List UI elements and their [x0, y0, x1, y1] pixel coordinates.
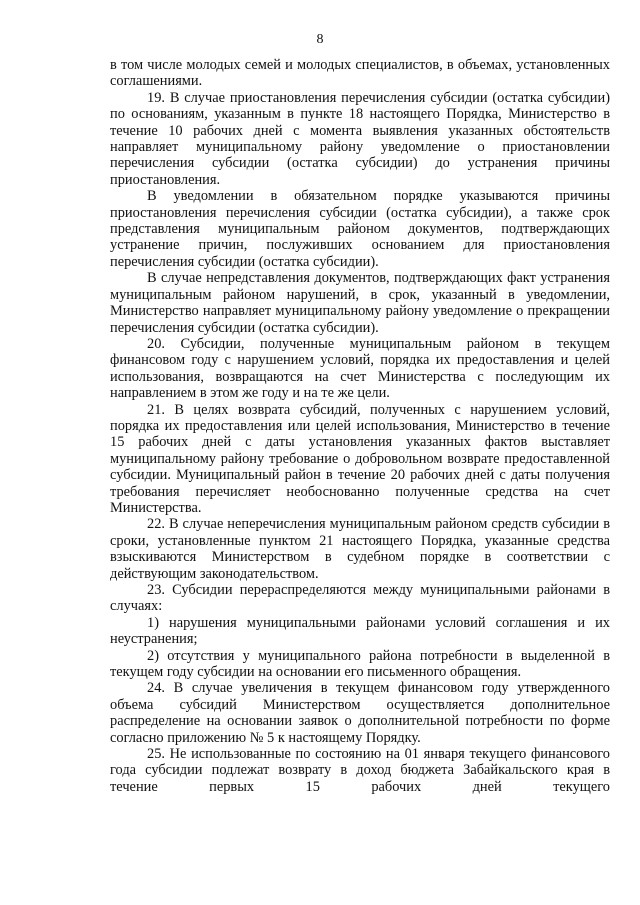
paragraph-23: 23. Субсидии перераспределяются между муниципальными районами в случаях: [110, 582, 610, 615]
page-number: 8 [316, 32, 324, 47]
paragraph-21: 21. В целях возврата субсидий, полученных с нарушением условий, порядка их предоставления или целей использования, Министерство в течение 15 рабочих дней с даты установления указанных фактов выставляет муниципальному району требование о добровольном возврате предоставленной субсидии. Муниципальный район в течение 20 рабочих дней с даты получения требования перечисляет необоснованно полученные средства на счет Министерства. [110, 401, 610, 516]
paragraph-25: 25. Не использованные по состоянию на 01 января текущего финансового года субсидии подлежат возврату в доход бюджета Забайкальского края в течение первых 15 рабочих дней текущего [110, 746, 610, 795]
document-body [110, 57, 610, 795]
paragraph-24: 24. В случае увеличения в текущем финансовом году утвержденного объема субсидий Министерством осуществляется дополнительное распределение на основании заявок о дополнительной потребности по форме согласно приложению № 5 к настоящему Порядку. [110, 680, 610, 746]
paragraph-20: 20. Субсидии, полученные муниципальным районом в текущем финансовом году с нарушением условий, порядка их предоставления и целей использования, возвращаются на счет Министерства с последующим их направлением в этом же году и на те же цели. [110, 335, 610, 402]
paragraph-22: 22. В случае неперечисления муниципальным районом средств субсидии в сроки, установленные пунктом 21 настоящего Порядка, указанные средства взыскиваются Министерством в судебном порядке в соответствии с действующим законодательством. [110, 516, 610, 582]
paragraph-continuation: в том числе молодых семей и молодых специалистов, в объемах, установленных соглашениями. [110, 57, 610, 90]
paragraph-23-item-2: 2) отсутствия у муниципального района потребности в выделенной в текущем году субсидии на основании его письменного обращения. [110, 647, 610, 681]
paragraph-23-item-1: 1) нарушения муниципальными районами условий соглашения и их неустранения; [110, 614, 610, 648]
paragraph-19-nonsubmission: В случае непредставления документов, подтверждающих факт устранения муниципальным районом нарушений, в срок, указанный в уведомлении, Министерство направляет муниципальному району уведомление о прекращении перечисления субсидии (остатка субсидии). [110, 270, 610, 336]
paragraph-19: 19. В случае приостановления перечисления субсидии (остатка субсидии) по основаниям, указанным в пункте 18 настоящего Порядка, Министерство в течение 10 рабочих дней с момента выявления указанных обстоятельств направляет муниципальному району уведомление о приостановлении перечисления субсидии (остатка субсидии) до устранения причины приостановления. [110, 89, 610, 188]
paragraph-19-notice: В уведомлении в обязательном порядке указываются причины приостановления перечисления субсидии (остатка субсидии), а также срок представления муниципальным районом документов, подтверждающих устранение причин, послуживших основанием для приостановления перечисления субсидии (остатка субсидии). [110, 188, 610, 270]
